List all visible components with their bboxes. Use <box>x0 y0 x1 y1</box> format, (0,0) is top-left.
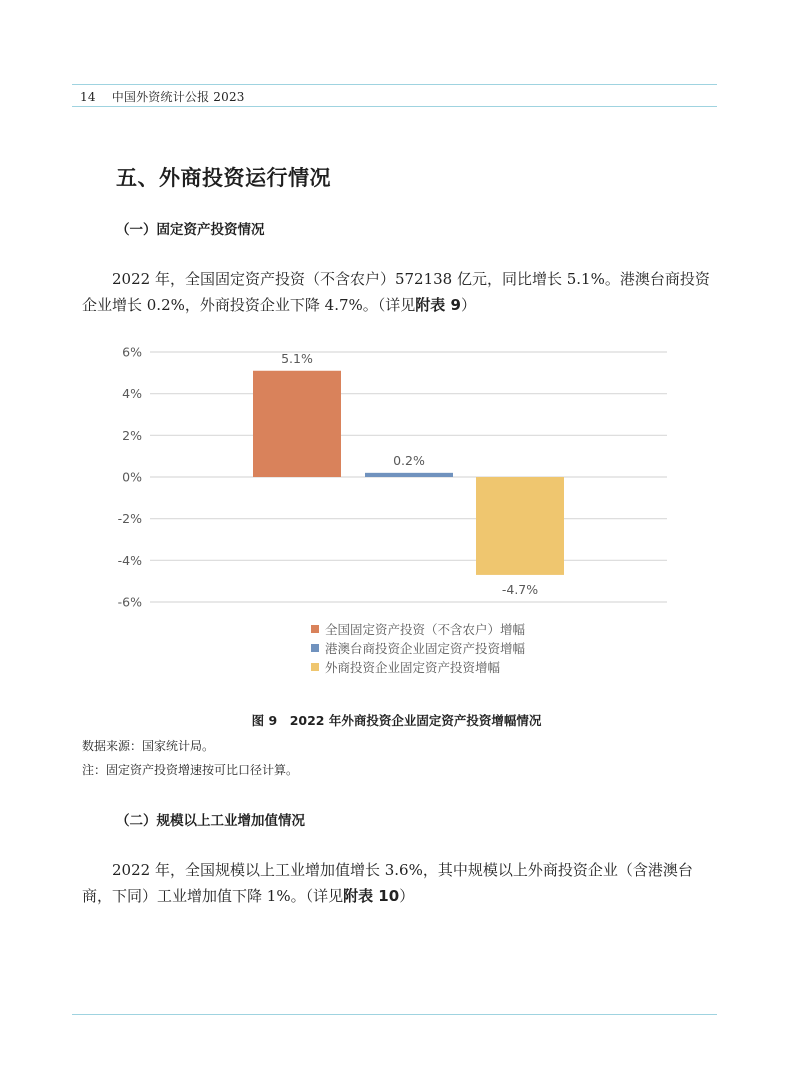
legend-swatch-icon <box>311 625 319 633</box>
page-number: 14 <box>80 90 96 104</box>
source-note: 数据来源：国家统计局。 <box>82 739 215 753</box>
legend-item <box>311 619 525 638</box>
appendix-ref-10: 附表 10 <box>343 887 400 905</box>
y-tick-label: 0% <box>122 469 142 485</box>
y-tick-label: -4% <box>117 552 142 568</box>
legend-swatch-icon <box>311 644 319 652</box>
header-top-rule <box>72 84 717 85</box>
y-tick-label: -2% <box>117 511 142 527</box>
legend-item <box>311 657 525 676</box>
paragraph-fixed-asset: 2022 年，全国固定资产投资（不含农户）572138 亿元，同比增长 5.1%。港澳台商投资企业增长 0.2%，外商投资企业下降 4.7%。（详见附表 9） <box>82 270 710 314</box>
header-bottom-rule <box>72 106 717 107</box>
bar <box>476 477 564 575</box>
data-label: 5.1% <box>281 350 313 366</box>
footer-rule <box>72 1014 717 1015</box>
publication-title: 中国外资统计公报 2023 <box>111 90 245 104</box>
subsection-title-1: （一）固定资产投资情况 <box>116 222 265 238</box>
y-tick-label: -6% <box>117 594 142 610</box>
y-tick-label: 2% <box>122 427 142 443</box>
running-head <box>80 88 245 105</box>
section-title: 五、外商投资运行情况 <box>116 166 331 190</box>
data-label: -4.7% <box>501 581 539 597</box>
footnote: 注：固定资产投资增速按可比口径计算。 <box>82 763 299 777</box>
appendix-ref-9: 附表 9 <box>415 296 461 314</box>
bar <box>365 473 453 477</box>
chart-legend <box>311 619 525 676</box>
bar <box>253 371 341 477</box>
paragraph-industrial: 2022 年，全国规模以上工业增加值增长 3.6%，其中规模以上外商投资企业（含港澳台商，下同）工业增加值下降 1%。（详见附表 10） <box>82 861 693 905</box>
subsection-title-2: （二）规模以上工业增加值情况 <box>116 813 305 829</box>
legend-label: 外商投资企业固定资产投资增幅 <box>325 659 501 675</box>
figure-caption: 图 9 2022 年外商投资企业固定资产投资增幅情况 <box>251 713 542 728</box>
legend-swatch-icon <box>311 663 319 671</box>
y-tick-label: 4% <box>122 386 142 402</box>
data-label: 0.2% <box>393 452 425 468</box>
legend-item <box>311 638 525 657</box>
y-tick-label: 6% <box>122 344 142 360</box>
legend-label: 全国固定资产投资（不含农户）增幅 <box>325 621 526 637</box>
legend-label: 港澳台商投资企业固定资产投资增幅 <box>325 640 526 656</box>
